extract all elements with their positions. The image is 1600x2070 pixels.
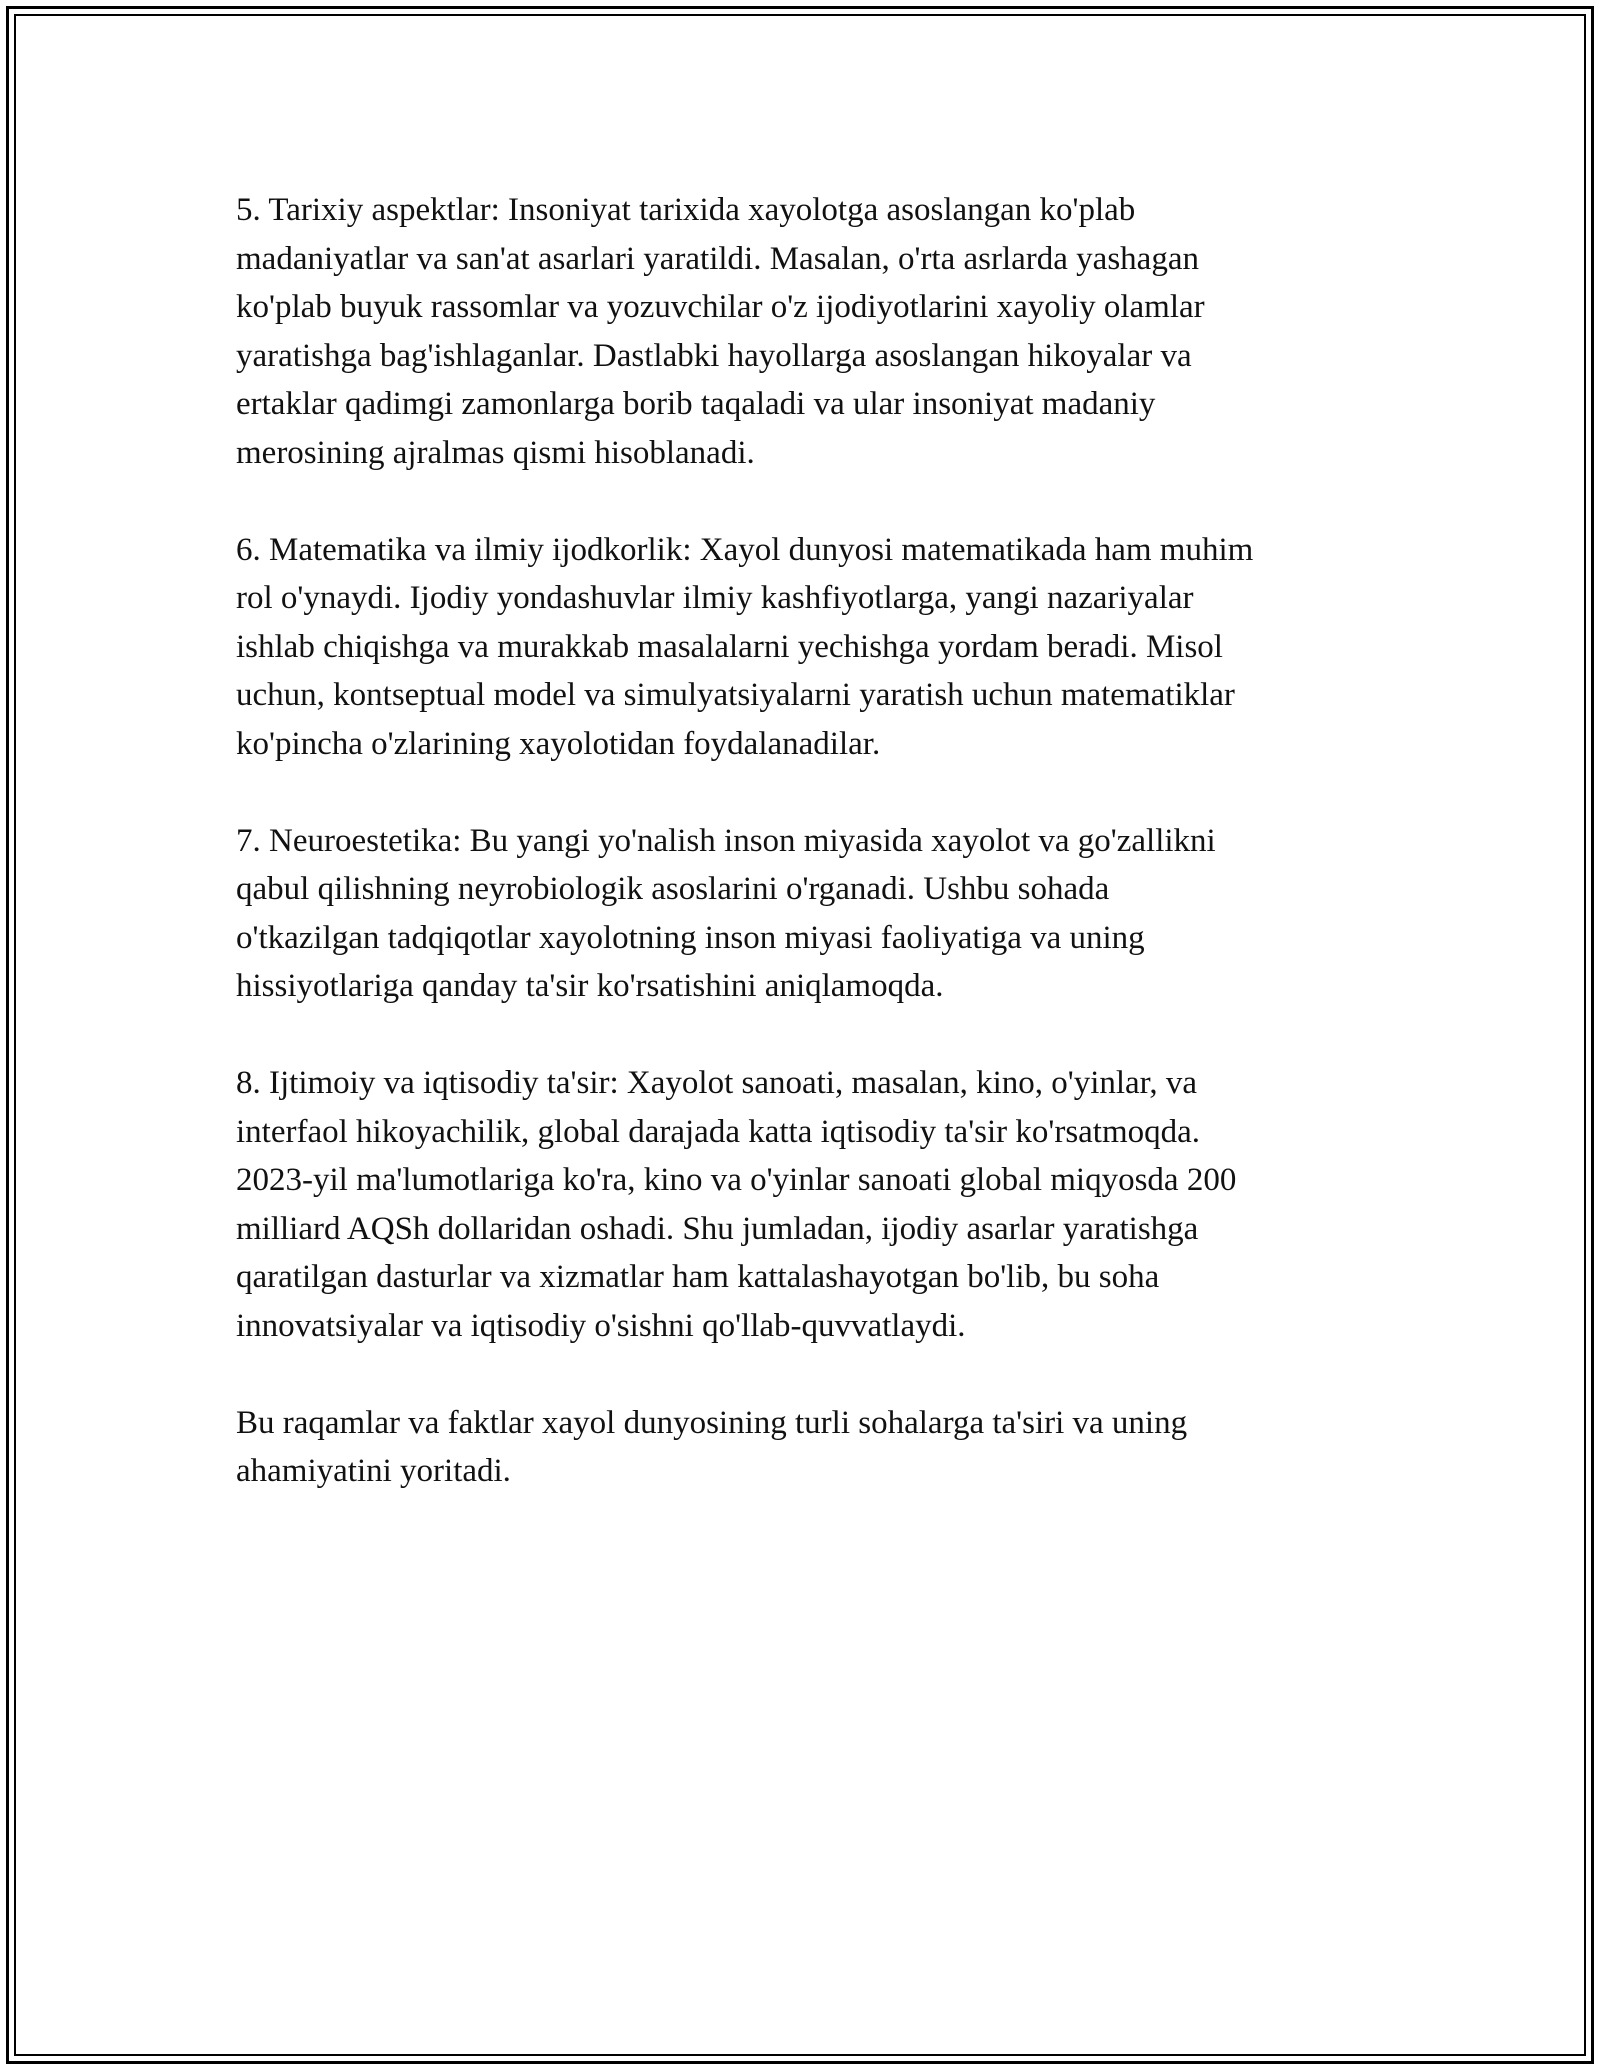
document-body [236, 186, 1376, 1544]
paragraph-social-economic-impact: 8. Ijtimoiy va iqtisodiy ta'sir: Xayolot sanoati, masalan, kino, o'yinlar, va interfaol hikoyachilik, global darajada katta iqtisodiy ta'sir ko'rsatmoqda. 2023-yil ma'lumotlariga ko'ra, kino va o'yinlar sanoati global miqyosda 200 milliard AQSh dollaridan oshadi. Shu jumladan, ijodiy asarlar yaratishga qaratilgan dasturlar va xizmatlar ham kattalashayotgan bo'lib, bu soha innovatsiyalar va iqtisodiy o'sishni qo'llab-quvvatlaydi. [236, 1065, 1237, 1344]
paragraph-mathematics-science: 6. Matematika va ilmiy ijodkorlik: Xayol dunyosi matematikada ham muhim rol o'ynaydi. Ijodiy yondashuvlar ilmiy kashfiyotlarga, yangi nazariyalar ishlab chiqishga va murakkab masalalarni yechishga yordam beradi. Misol uchun, kontseptual model va simulyatsiyalarni yaratish uchun matematiklar ko'pincha o'zlarining xayolotidan foydalanadilar. [236, 531, 1254, 762]
paragraph-neuroaesthetics: 7. Neuroestetika: Bu yangi yo'nalish inson miyasida xayolot va go'zallikni qabul qilishning neyrobiologik asoslarini o'rganadi. Ushbu sohada o'tkazilgan tadqiqotlar xayolotning inson miyasi faoliyatiga va uning hissiyotlariga qanday ta'sir ko'rsatishini aniqlamoqda. [236, 822, 1216, 1004]
paragraph-historical-aspects: 5. Tarixiy aspektlar: Insoniyat tarixida xayolotga asoslangan ko'plab madaniyatlar va san'at asarlari yaratildi. Masalan, o'rta asrlarda yashagan ko'plab buyuk rassomlar va yozuvchilar o'z ijodiyotlarini xayoliy olamlar yaratishga bag'ishlaganlar. Dastlabki hayollarga asoslangan hikoyalar va ertaklar qadimgi zamonlarga borib taqaladi va ular insoniyat madaniy merosining ajralmas qismi hisoblanadi. [236, 192, 1205, 471]
paragraph-conclusion: Bu raqamlar va faktlar xayol dunyosining turli sohalarga ta'siri va uning ahamiyatini yoritadi. [236, 1404, 1188, 1489]
